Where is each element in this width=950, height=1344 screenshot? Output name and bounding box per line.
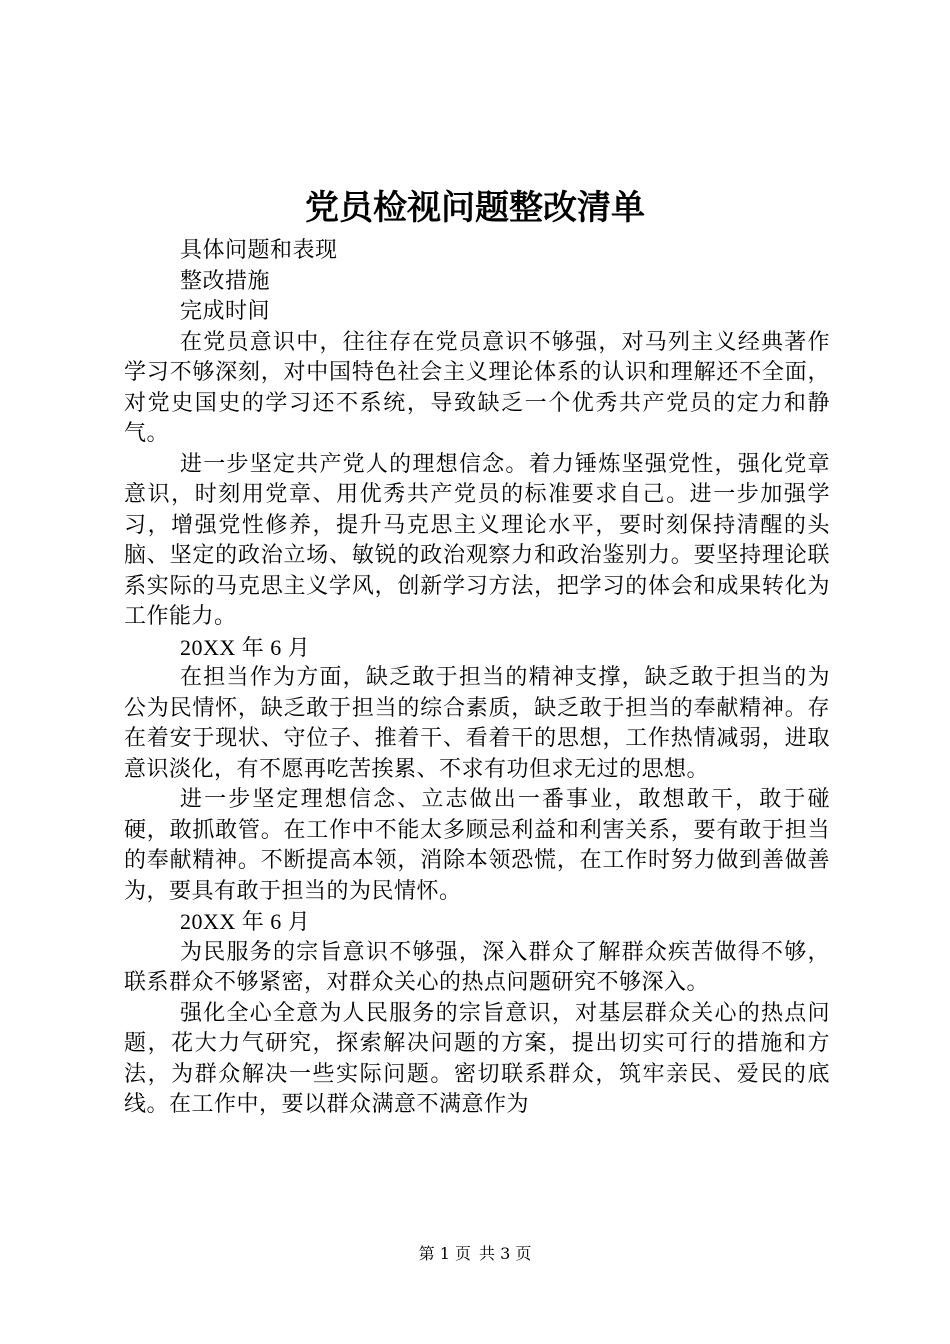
paragraph-deadline-2: 20XX 年 6 月 [180,909,311,934]
page-footer [0,1244,950,1264]
paragraph-problem-2: 在担当作为方面，缺乏敢于担当的精神支撑，缺乏敢于担当的为公为民情怀，缺乏敢于担当的综合素质，缺乏敢于担当的奉献精神。存在着安于现状、守位子、推着干、看着干的思想，工作热情减弱，进取意识淡化，有不愿再吃苦挨累、不求有功但求无过的思想。 [124,665,830,782]
table-header-measures: 整改措施 [180,268,271,294]
paragraph-problem-3: 为民服务的宗旨意识不够强，深入群众了解群众疾苦做得不够，联系群众不够紧密，对群众关心的热点问题研究不够深入。 [124,939,830,995]
page-number-total: 共 3 页 [479,1244,532,1263]
table-header-problem: 具体问题和表现 [180,238,338,263]
paragraph-problem-1: 在党员意识中，往往存在党员意识不够强，对马列主义经典著作学习不够深刻，对中国特色社会主义理论体系的认识和理解还不全面，对党史国史的学习还不系统，导致缺乏一个优秀共产党员的定力和静气。 [124,329,830,446]
paragraph-measure-1: 进一步坚定共产党人的理想信念。着力锤炼坚强党性，强化党章意识，时刻用党章、用优秀共产党员的标准要求自己。进一步加强学习，增强党性修养，提升马克思主义理论水平，要时刻保持清醒的头脑、坚定的政治立场、敏锐的政治观察力和政治鉴别力。要坚持理论联系实际的马克思主义学风，创新学习方法，把学习的体会和成果转化为工作能力。 [124,451,830,629]
document-title: 党员检视问题整改清单 [305,188,645,228]
document-body [124,236,830,1121]
paragraph-deadline-1: 20XX 年 6 月 [180,634,311,660]
page-number-current: 第 1 页 [418,1244,471,1263]
table-header-deadline: 完成时间 [180,299,271,324]
paragraph-measure-2: 进一步坚定理想信念、立志做出一番事业，敢想敢干，敢于碰硬，敢抓敢管。在工作中不能太多顾忌利益和利害关系，要有敢于担当的奉献精神。不断提高本领，消除本领恐慌，在工作时努力做到善做善为，要具有敢于担当的为民情怀。 [124,787,830,904]
paragraph-measure-3: 强化全心全意为人民服务的宗旨意识，对基层群众关心的热点问题，花大力气研究，探索解决问题的方案，提出切实可行的措施和方法，为群众解决一些实际问题。密切联系群众，筑牢亲民、爱民的底线。在工作中，要以群众满意不满意作为 [124,1000,830,1117]
